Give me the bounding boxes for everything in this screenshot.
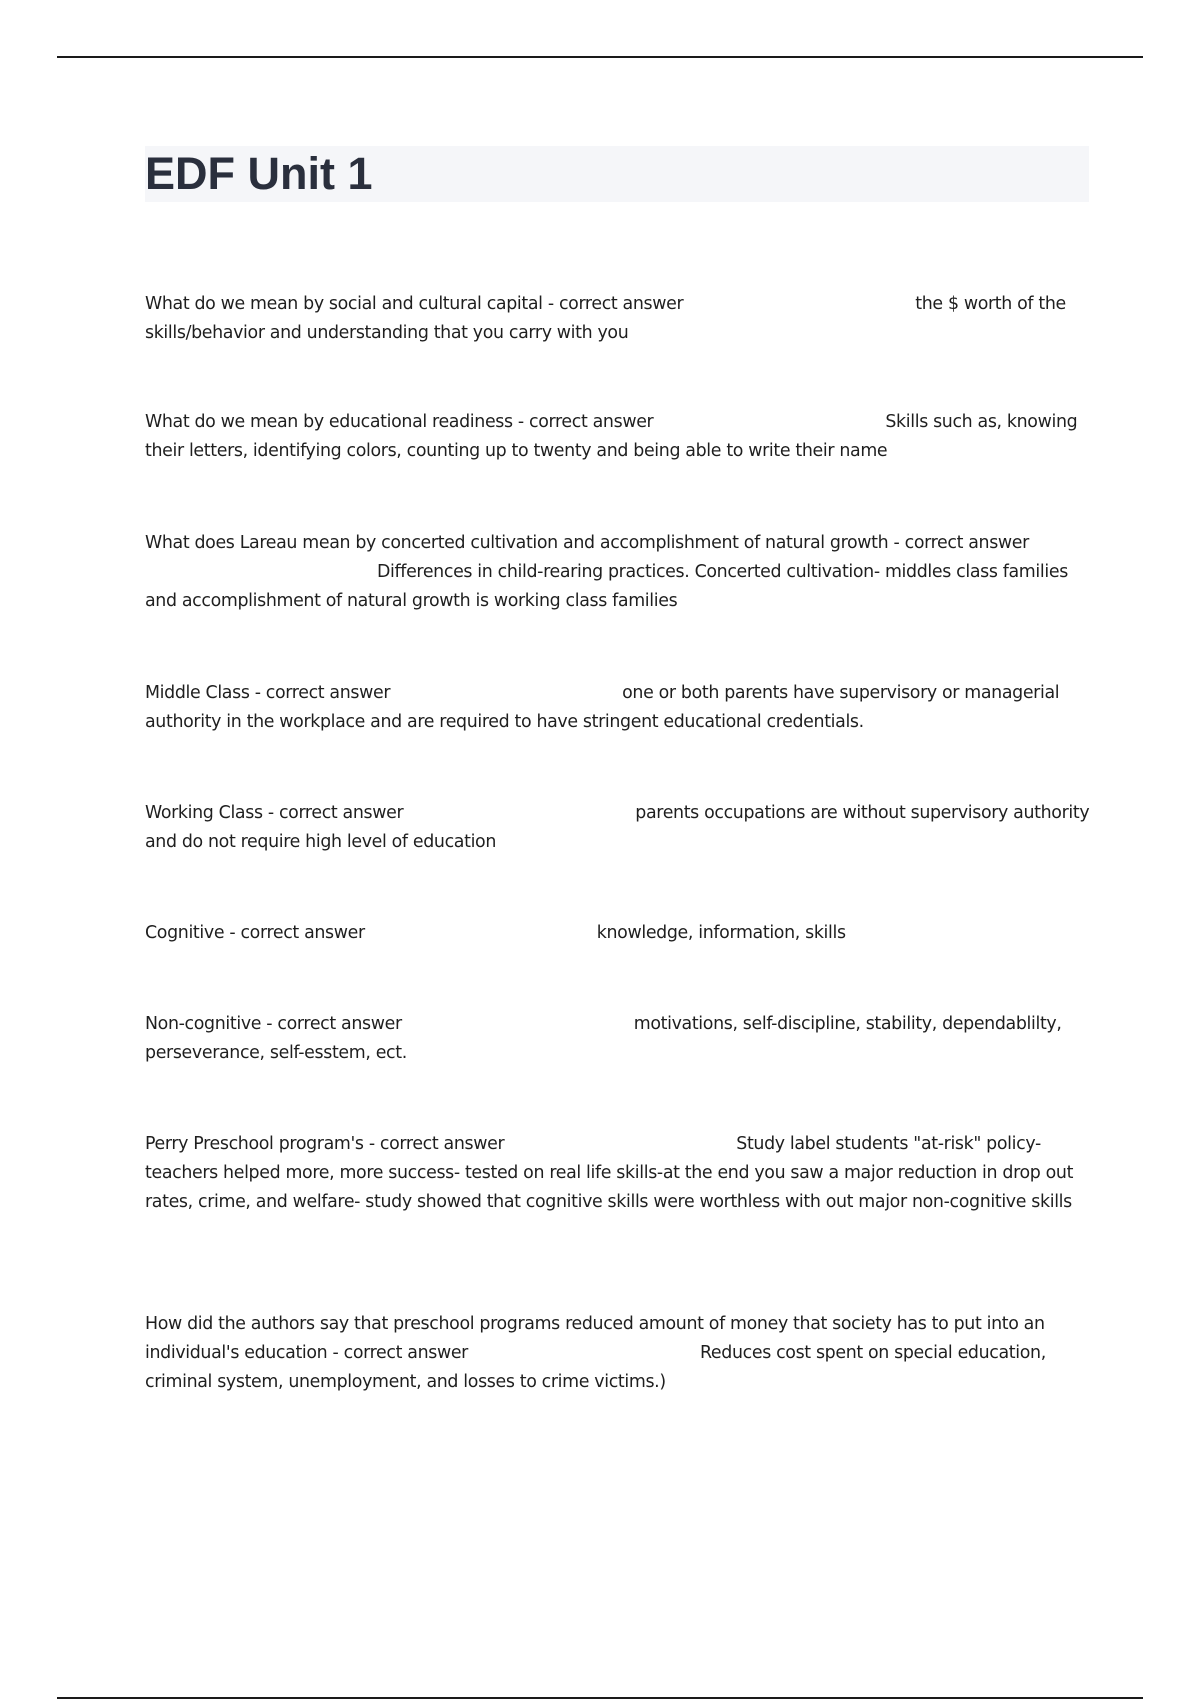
qa-item <box>145 799 1090 857</box>
question-text: Middle Class - correct answer <box>145 683 391 703</box>
question-text: What does Lareau mean by concerted cultivation and accomplishment of natural growth - correct answer <box>145 533 1029 553</box>
top-rule <box>57 56 1143 58</box>
answer-text: Reduces cost spent on special education, criminal system, unemployment, and losses to crime victims.) <box>145 1343 1046 1392</box>
question-text: Cognitive - correct answer <box>145 923 365 943</box>
qa-item <box>145 529 1090 616</box>
question-text: What do we mean by educational readiness - correct answer <box>145 412 654 432</box>
answer-text: Differences in child-rearing practices. Concerted cultivation- middles class families and accomplishment of natural growth is working class families <box>145 562 1068 611</box>
qa-item <box>145 408 1090 466</box>
answer-text: motivations, self-discipline, stability, dependablilty, perseverance, self-esstem, ect. <box>145 1014 1062 1063</box>
answer-text: parents occupations are without supervisory authority and do not require high level of education <box>145 803 1090 852</box>
qa-item <box>145 1130 1090 1217</box>
qa-item <box>145 290 1090 348</box>
question-text: What do we mean by social and cultural capital - correct answer <box>145 294 684 314</box>
answer-text: one or both parents have supervisory or managerial authority in the workplace and are required to have stringent educational credentials. <box>145 683 1060 732</box>
answer-text: the $ worth of the skills/behavior and understanding that you carry with you <box>145 294 1066 343</box>
question-text: How did the authors say that preschool programs reduced amount of money that society has to put into an individual's education - correct answer <box>145 1314 1045 1363</box>
answer-text: Skills such as, knowing their letters, identifying colors, counting up to twenty and being able to write their name <box>145 412 1078 461</box>
question-text: Non-cognitive - correct answer <box>145 1014 402 1034</box>
answer-text: Study label students "at-risk" policy- teachers helped more, more success- tested on real life skills-at the end you saw a major reduction in drop out rates, crime, and welfare- study showed that cognitive skills were worthless with out major non-cognitive skills <box>145 1134 1074 1212</box>
title-band <box>145 146 1089 202</box>
qa-item <box>145 679 1090 737</box>
question-text: Working Class - correct answer <box>145 803 404 823</box>
qa-item <box>145 1010 1090 1068</box>
qa-item <box>145 1310 1090 1397</box>
question-text: Perry Preschool program's - correct answer <box>145 1134 505 1154</box>
bottom-rule <box>57 1697 1143 1699</box>
answer-text: knowledge, information, skills <box>596 923 846 943</box>
qa-item <box>145 919 1090 948</box>
document-title: EDF Unit 1 <box>145 148 373 199</box>
